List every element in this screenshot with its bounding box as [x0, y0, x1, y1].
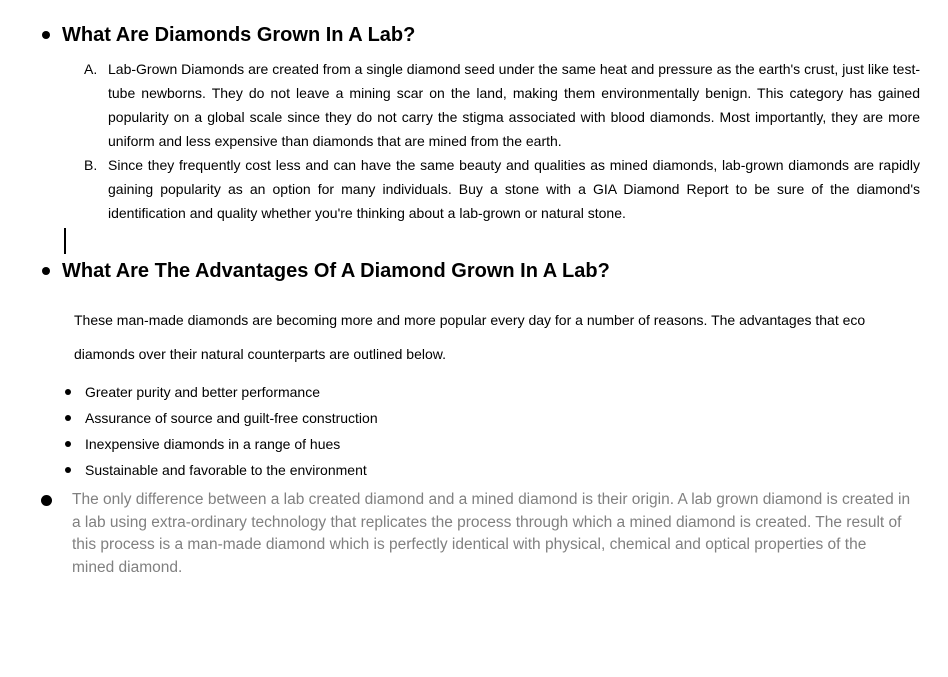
- bullet-icon: [65, 389, 71, 395]
- list-item: [65, 431, 948, 457]
- large-bullet-icon: [41, 495, 52, 506]
- list-marker-b: B.: [84, 157, 98, 173]
- heading-bullet-icon: [42, 267, 50, 275]
- section1-lettered-list: [84, 57, 920, 225]
- note-row: [41, 489, 912, 579]
- advantages-list: [65, 379, 948, 483]
- section2-heading: What Are The Advantages Of A Diamond Grown In A Lab?: [62, 260, 610, 282]
- section2-intro-paragraph: These man-made diamonds are becoming more and more popular every day for a number of reasons. The advantages that eco diamonds over their natural counterparts are outlined below.: [74, 312, 866, 362]
- advantage-text: Greater purity and better performance: [85, 384, 321, 400]
- list-item: [65, 379, 948, 405]
- section2-heading-row: [0, 259, 948, 283]
- section1-heading-row: [0, 23, 948, 47]
- list-item-b: [84, 153, 920, 225]
- note-paragraph: The only difference between a lab created diamond and a mined diamond is their origin. A lab grown diamond is created in a lab using extra-ordinary technology that replicates the process through which a mined diamond is created. The result of this process is a man-made diamond which is perfectly identical with physical, chemical and optical properties of the mined diamond.: [72, 491, 911, 576]
- list-item-a: [84, 57, 920, 153]
- advantage-text: Assurance of source and guilt-free construction: [85, 410, 378, 426]
- heading-bullet-icon: [42, 31, 50, 39]
- list-item: [65, 457, 948, 483]
- list-item-a-text: Lab-Grown Diamonds are created from a single diamond seed under the same heat and pressure as the earth's crust, just like test-tube newborns. They do not leave a mining scar on the land, making them environmentally benign. This category has gained popularity on a global scale since they do not carry the stigma associated with blood diamonds. Most importantly, they are more uniform and less expensive than diamonds that are mined from the earth.: [108, 61, 920, 149]
- list-item-b-text: Since they frequently cost less and can have the same beauty and qualities as mined diamonds, lab-grown diamonds are rapidly gaining popularity as an option for many individuals. Buy a stone with a GIA Diamond Report to be sure of the diamond's identification and quality whether you're thinking about a lab-grown or natural stone.: [108, 157, 920, 221]
- bullet-icon: [65, 467, 71, 473]
- list-item: [65, 405, 948, 431]
- text-cursor-icon: [64, 228, 66, 254]
- document-page[interactable]: [0, 23, 948, 677]
- bullet-icon: [65, 415, 71, 421]
- advantage-text: Sustainable and favorable to the environment: [85, 462, 367, 478]
- section1-heading: What Are Diamonds Grown In A Lab?: [62, 24, 416, 46]
- bullet-icon: [65, 441, 71, 447]
- advantage-text: Inexpensive diamonds in a range of hues: [85, 436, 341, 452]
- list-marker-a: A.: [84, 61, 98, 77]
